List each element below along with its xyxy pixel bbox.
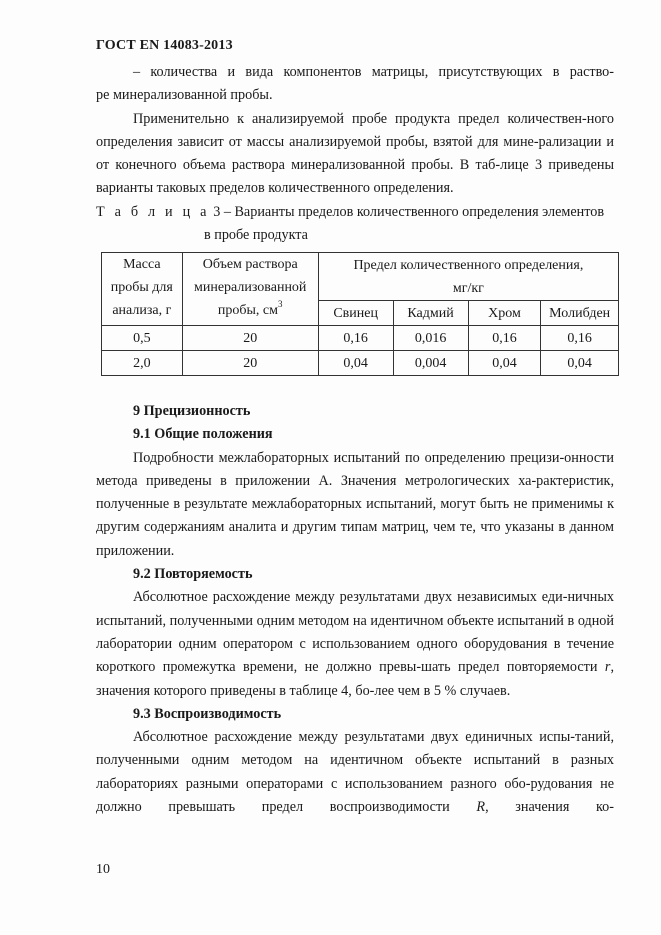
header-element-molybdenum: Молибден bbox=[541, 301, 619, 326]
reproducibility-symbol: R bbox=[476, 799, 486, 816]
table-row bbox=[102, 326, 619, 351]
cell-mass: 0,5 bbox=[102, 326, 183, 351]
sections-block bbox=[96, 400, 614, 819]
repeatability-symbol: r bbox=[604, 659, 611, 676]
limits-table bbox=[101, 252, 619, 376]
header-element-chromium: Хром bbox=[468, 301, 541, 326]
table-caption-continuation: в пробе продукта bbox=[204, 227, 308, 244]
table-caption-label: Т а б л и ц а bbox=[96, 203, 210, 220]
cell-value: 0,004 bbox=[393, 351, 468, 376]
section-9-3-text: Абсолютное расхождение между результатами двух единичных испы-таний, полученными одним методом на идентичном объекте испытаний в разных лабораториях разными операторами с использованием разного обо-рудования не должно превышать предел воспроизводимости R, значения ко- bbox=[96, 729, 615, 816]
cell-value: 0,016 bbox=[393, 326, 468, 351]
document-header: ГОСТ EN 14083-2013 bbox=[96, 38, 233, 53]
section-9-2-text: Абсолютное расхождение между результатами двух независимых еди-ничных испытаний, полученными одним методом на идентичном объекте испытаний в одной лаборатории одним оператором с использованием одного оборудования в течение короткого промежутка времени, не должно превы-шать предел повторяемости r, значения которого приведены в таблице 4, бо-лее чем в 5 % случаев. bbox=[96, 589, 614, 699]
section-9-heading: 9 Прецизионность bbox=[133, 403, 251, 419]
header-element-cadmium: Кадмий bbox=[393, 301, 468, 326]
intro-block bbox=[96, 61, 614, 247]
table-caption bbox=[96, 201, 614, 224]
header-volume: Объем раствора минерализованной пробы, $см^3$ bbox=[182, 253, 318, 326]
table-caption-text: – Варианты пределов количественного определения элементов bbox=[223, 203, 605, 220]
header-element-lead: Свинец bbox=[318, 301, 393, 326]
section-9-2-heading: 9.2 Повторяемость bbox=[133, 566, 253, 583]
intro-paragraph: Применительно к анализируемой пробе продукта предел количествен-ного определения зависит от массы анализируемой пробы, взятой для мине-рализации и от конечного объема раствора минерализованной пробы. В таб-лице 3 приведены варианты таковых пределов количественного определения. bbox=[96, 110, 614, 197]
section-9-1-heading: 9.1 Общие положения bbox=[133, 426, 273, 443]
cell-value: 0,16 bbox=[541, 326, 619, 351]
cell-value: 0,04 bbox=[541, 351, 619, 376]
header-mass: Масса пробы для анализа, г bbox=[102, 253, 183, 326]
cell-value: 0,04 bbox=[318, 351, 393, 376]
cell-value: 0,16 bbox=[468, 326, 541, 351]
cell-volume: 20 bbox=[182, 351, 318, 376]
cell-volume: 20 bbox=[182, 326, 318, 351]
cell-value: 0,04 bbox=[468, 351, 541, 376]
section-9-3-heading: 9.3 Воспроизводимость bbox=[133, 705, 282, 722]
cell-mass: 2,0 bbox=[102, 351, 183, 376]
header-limit: Предел количественного определения, мг/кг bbox=[318, 253, 618, 301]
page-number: 10 bbox=[96, 862, 110, 877]
intro-line-1: – количества и вида компонентов матрицы, присутствующих в раство- bbox=[133, 64, 614, 80]
section-9-1-text: Подробности межлабораторных испытаний по определению прецизи-онности метода приведены в приложении А. Значения метрологических ха-рактеристик, полученные в результате межлабораторных испытаний, могут быть не применимы к другим содержаниям аналита и другим типам матриц, чем те, что указаны в данном приложении. bbox=[96, 449, 614, 559]
table-row bbox=[102, 351, 619, 376]
cell-value: 0,16 bbox=[318, 326, 393, 351]
intro-line-2: ре минерализованной пробы. bbox=[96, 87, 273, 104]
table-caption-number: 3 bbox=[213, 203, 221, 220]
